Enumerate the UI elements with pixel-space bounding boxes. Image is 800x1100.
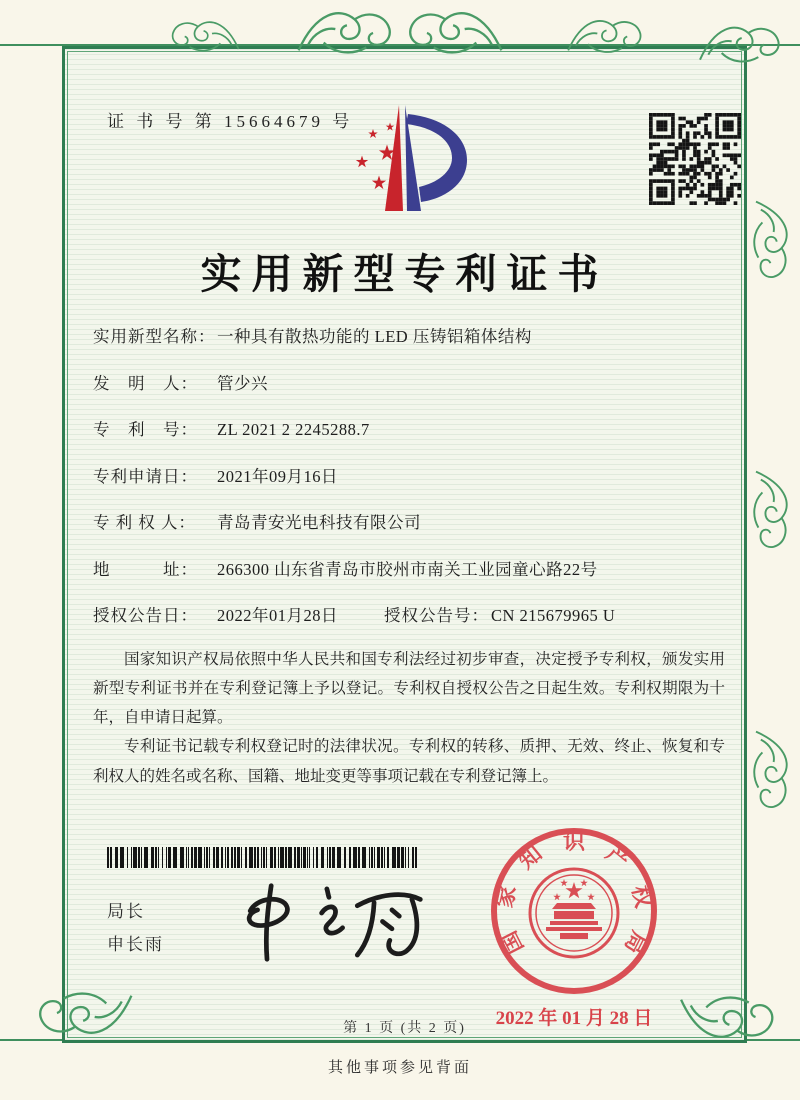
field-value: 管少兴 xyxy=(217,373,268,393)
legal-paragraph-2: 专利证书记载专利权登记时的法律状况。专利权的转移、质押、无效、终止、恢复和专利权人的姓名或名称、国籍、地址变更等事项记载在专利登记簿上。 xyxy=(93,738,725,785)
qr-code xyxy=(649,113,741,205)
svg-text:国: 国 xyxy=(495,927,529,959)
field-patent-no xyxy=(93,416,723,463)
back-side-note: 其他事项参见背面 xyxy=(327,1060,472,1076)
legal-paragraph-1: 国家知识产权局依照中华人民共和国专利法经过初步审查，决定授予专利权，颁发实用新型专利证书并在专利登记簿上予以登记。专利权自授权公告之日起生效。专利权期限为十年，自申请日起算。 xyxy=(93,651,725,727)
field-label: 专利申请日： xyxy=(93,466,198,486)
svg-text:家: 家 xyxy=(491,883,521,910)
cnipa-logo xyxy=(333,99,483,217)
field-value: 266300 山东省青岛市胶州市南关工业园童心路22号 xyxy=(217,559,598,579)
certificate-title: 实用新型专利证书 xyxy=(200,251,609,297)
barcode xyxy=(107,847,419,868)
certificate-page xyxy=(62,46,747,1043)
field-label: 地 址： xyxy=(93,559,198,579)
field-label: 实用新型名称： xyxy=(93,327,216,346)
field-label: 专 利 号： xyxy=(93,420,198,439)
seal-date: 2022 年 01 月 28 日 xyxy=(495,1008,653,1029)
official-seal xyxy=(479,821,669,1033)
field-value: 一种具有散热功能的 LED 压铸铝箱体结构 xyxy=(217,327,532,346)
field-value: 2021年09月16日 xyxy=(217,466,338,486)
svg-text:知: 知 xyxy=(513,840,547,874)
svg-text:识: 识 xyxy=(562,829,586,854)
field-patentee xyxy=(93,509,723,556)
director-signature xyxy=(225,875,435,970)
officer-name: 申长雨 xyxy=(107,935,164,955)
grant-no-value: CN 215679965 U xyxy=(491,606,616,625)
logo-stars xyxy=(356,123,395,190)
officer-title: 局长 xyxy=(107,902,145,921)
grant-no-label: 授权公告号： xyxy=(384,606,489,625)
right-edge-ornament-2 xyxy=(748,470,796,550)
legal-text xyxy=(93,645,725,791)
svg-text:权: 权 xyxy=(627,883,657,910)
officer-block xyxy=(107,895,164,961)
svg-text:局: 局 xyxy=(619,927,653,959)
right-edge-ornament-1 xyxy=(748,200,796,280)
certificate-number: 证 书 号 第 15664679 号 xyxy=(107,112,354,131)
field-value: 青岛青安光电科技有限公司 xyxy=(217,513,421,532)
field-grant-date xyxy=(93,602,723,649)
field-label: 授权公告日： xyxy=(93,606,198,625)
field-filing-date xyxy=(93,463,723,510)
right-edge-ornament-3 xyxy=(748,730,796,810)
field-label: 专 利 权 人： xyxy=(93,513,196,532)
field-list xyxy=(93,323,723,649)
field-patent-name xyxy=(93,323,723,370)
field-value: 2022年01月28日 xyxy=(217,606,338,625)
seal-national-emblem xyxy=(530,869,618,957)
field-value: ZL 2021 2 2245288.7 xyxy=(217,420,370,439)
field-inventor xyxy=(93,370,723,417)
page-number: 第 1 页 (共 2 页) xyxy=(343,1021,466,1036)
svg-text:产: 产 xyxy=(601,840,635,874)
field-address xyxy=(93,556,723,603)
field-label: 发 明 人： xyxy=(93,373,198,393)
